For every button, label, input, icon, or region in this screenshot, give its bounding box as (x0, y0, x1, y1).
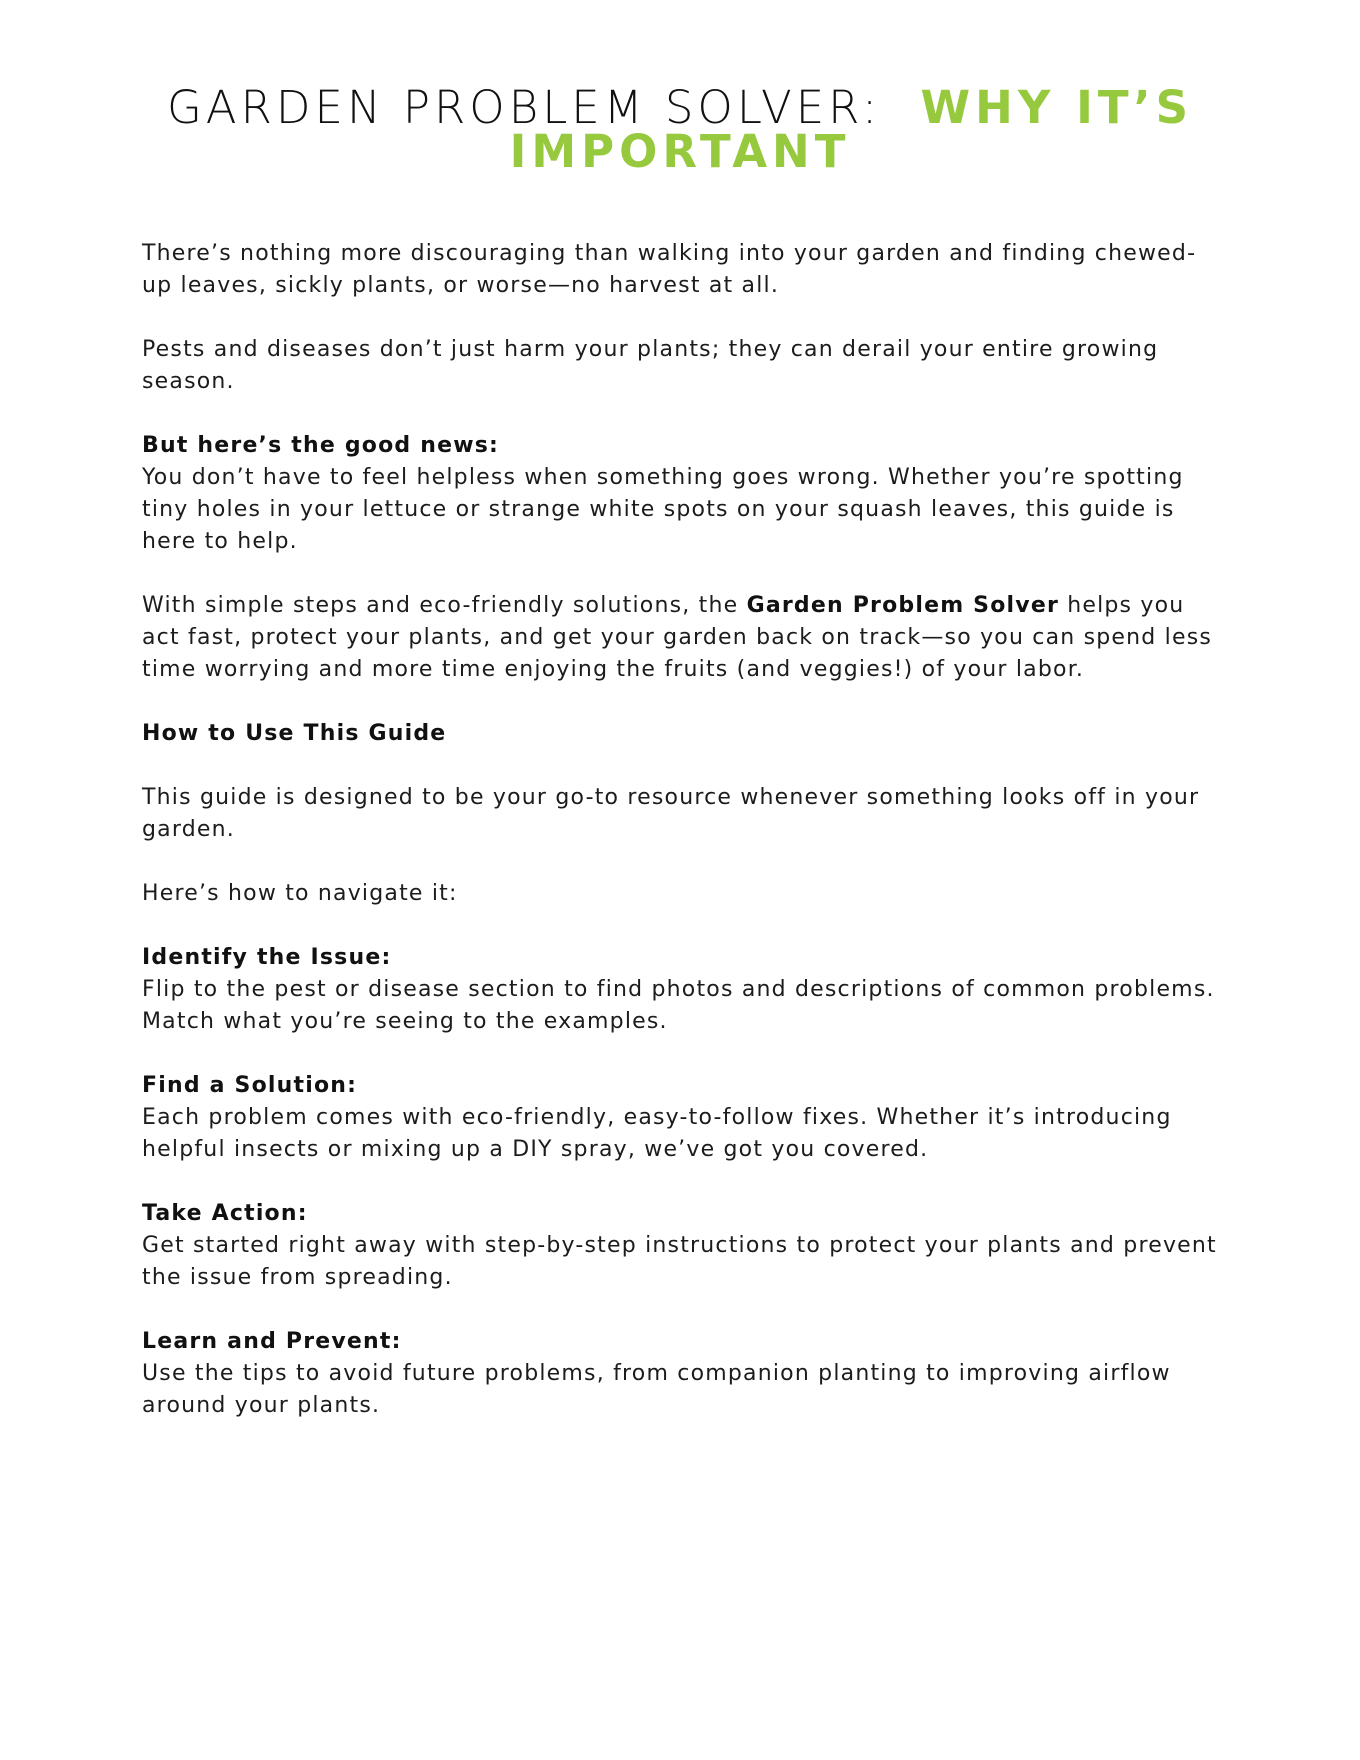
step-label: Learn and Prevent: (142, 1329, 402, 1354)
solver-text-before: With simple steps and eco-friendly solutions, the (142, 593, 747, 618)
good-news-block (142, 430, 1222, 558)
step-text: Use the tips to avoid future problems, from companion planting to improving airflow around your plants. (142, 1361, 1171, 1418)
how-to-heading-text: How to Use This Guide (142, 721, 447, 746)
intro-paragraph-1: There’s nothing more discouraging than walking into your garden and finding chewed-up leaves, sickly plants, or worse—no harvest at all. (142, 241, 1197, 298)
step-label: Take Action: (142, 1201, 308, 1226)
good-news-text: You don’t have to feel helpless when something goes wrong. Whether you’re spotting tiny holes in your lettuce or strange white spots on your squash leaves, this guide is here to help. (142, 465, 1184, 554)
step-take-action (142, 1198, 1222, 1294)
step-label: Identify the Issue: (142, 945, 392, 970)
body-content (142, 238, 1222, 1454)
step-learn-prevent (142, 1326, 1222, 1422)
step-find-solution (142, 1070, 1222, 1166)
how-to-paragraph-2: Here’s how to navigate it: (142, 881, 458, 906)
how-to-heading (142, 718, 1222, 750)
solver-text-after: helps you act fast, protect your plants, and get your garden back on track—so you can spend less time worrying and more time enjoying the fruits (and veggies!) of your labor. (142, 593, 1213, 682)
title-accent-line2: IMPORTANT (509, 125, 851, 178)
title-main: GARDEN PROBLEM SOLVER: (166, 81, 882, 134)
good-news-label: But here’s the good news: (142, 433, 500, 458)
step-text: Flip to the pest or disease section to find photos and descriptions of common problems. Match what you’re seeing to the examples. (142, 977, 1215, 1034)
title-accent-line1: WHY IT’S (920, 81, 1194, 134)
step-text: Get started right away with step-by-step instructions to protect your plants and prevent the issue from spreading. (142, 1233, 1217, 1290)
step-text: Each problem comes with eco-friendly, easy-to-follow fixes. Whether it’s introducing helpful insects or mixing up a DIY spray, we’ve got you covered. (142, 1105, 1172, 1162)
solver-paragraph (142, 590, 1222, 686)
step-label: Find a Solution: (142, 1073, 358, 1098)
page-title (100, 81, 1260, 178)
intro-paragraph-2: Pests and diseases don’t just harm your plants; they can derail your entire growing season. (142, 337, 1159, 394)
solver-bold-name: Garden Problem Solver (746, 593, 1059, 618)
step-identify (142, 942, 1222, 1038)
how-to-paragraph-1: This guide is designed to be your go-to resource whenever something looks off in your garden. (142, 785, 1200, 842)
